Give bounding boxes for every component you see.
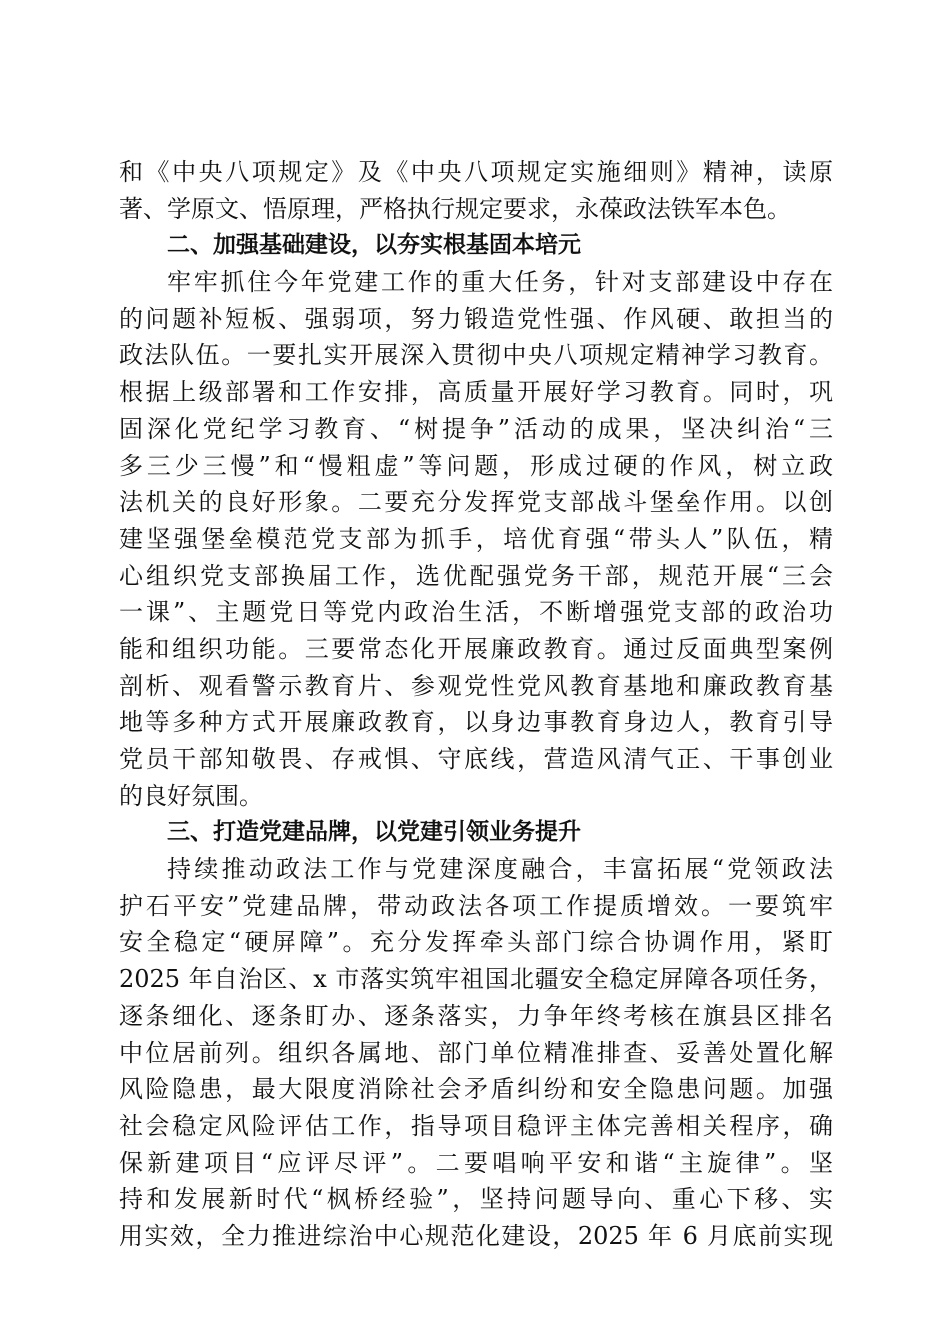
section-three-line: 护石平安”党建品牌，带动政法各项工作提质增效。一要筑牢: [119, 891, 833, 920]
section-two-line: 的问题补短板、强弱项，努力锻造党性强、作风硬、敢担当的: [119, 304, 833, 333]
section-two-line: 剖析、观看警示教育片、参观党性党风教育基地和廉政教育基: [119, 671, 833, 700]
section-three-line: 用实效，全力推进综治中心规范化建设，2025 年 6 月底前实现: [119, 1221, 833, 1250]
section-three-line: 保新建项目“应评尽评”。二要唱响平安和谐“主旋律”。坚: [119, 1148, 833, 1177]
section-three-line: 逐条细化、逐条盯办、逐条落实，力争年终考核在旗县区排名: [119, 1001, 833, 1030]
section-three-heading: 三、打造党建品牌，以党建引领业务提升: [167, 819, 581, 846]
section-two-line: 建坚强堡垒模范党支部为抓手，培优育强“带头人”队伍，精: [119, 524, 833, 553]
section-three-line: 社会稳定风险评估工作，指导项目稳评主体完善相关程序，确: [119, 1111, 833, 1140]
section-two-line: 能和组织功能。三要常态化开展廉政教育。通过反面典型案例: [119, 634, 833, 663]
section-two-line: 地等多种方式开展廉政教育，以身边事教育身边人，教育引导: [119, 708, 833, 737]
section-two-line: 牢牢抓住今年党建工作的重大任务，针对支部建设中存在: [167, 268, 833, 297]
section-three-line: 安全稳定“硬屏障”。充分发挥牵头部门综合协调作用，紧盯: [119, 928, 833, 957]
section-three-line: 持和发展新时代“枫桥经验”，坚持问题导向、重心下移、实: [119, 1185, 833, 1214]
section-two-line: 党员干部知敬畏、存戒惧、守底线，营造风清气正、干事创业: [119, 745, 833, 773]
section-two-line: 的良好氛围。: [119, 781, 263, 810]
section-two-line: 一课”、主题党日等党内政治生活，不断增强党支部的政治功: [119, 598, 833, 627]
section-two-line: 多三少三慢”和“慢粗虚”等问题，形成过硬的作风，树立政: [119, 451, 833, 480]
section-three-line: 中位居前列。组织各属地、部门单位精准排查、妥善处置化解: [119, 1038, 833, 1067]
intro-line-2: 著、学原文、悟原理，严格执行规定要求，永葆政法铁军本色。: [119, 194, 791, 223]
intro-line-1: 和《中央八项规定》及《中央八项规定实施细则》精神，读原: [119, 158, 833, 186]
section-two-heading: 二、加强基础建设，以夯实根基固本培元: [167, 232, 581, 259]
section-two-line: 根据上级部署和工作安排，高质量开展好学习教育。同时，巩: [119, 378, 833, 407]
document-body: [119, 154, 833, 1255]
section-two-line: 心组织党支部换届工作，选优配强党务干部，规范开展“三会: [119, 561, 833, 590]
section-three-line: 持续推动政法工作与党建深度融合，丰富拓展“党领政法: [167, 855, 833, 884]
section-two-line: 政法队伍。一要扎实开展深入贯彻中央八项规定精神学习教育。: [119, 341, 833, 370]
section-three-line: 风险隐患，最大限度消除社会矛盾纠纷和安全隐患问题。加强: [119, 1075, 833, 1104]
section-three-line: 2025 年自治区、x 市落实筑牢祖国北疆安全稳定屏障各项任务，: [119, 965, 833, 994]
section-two-line: 法机关的良好形象。二要充分发挥党支部战斗堡垒作用。以创: [119, 488, 833, 517]
section-two-line: 固深化党纪学习教育、“树提争”活动的成果，坚决纠治“三: [119, 414, 833, 443]
